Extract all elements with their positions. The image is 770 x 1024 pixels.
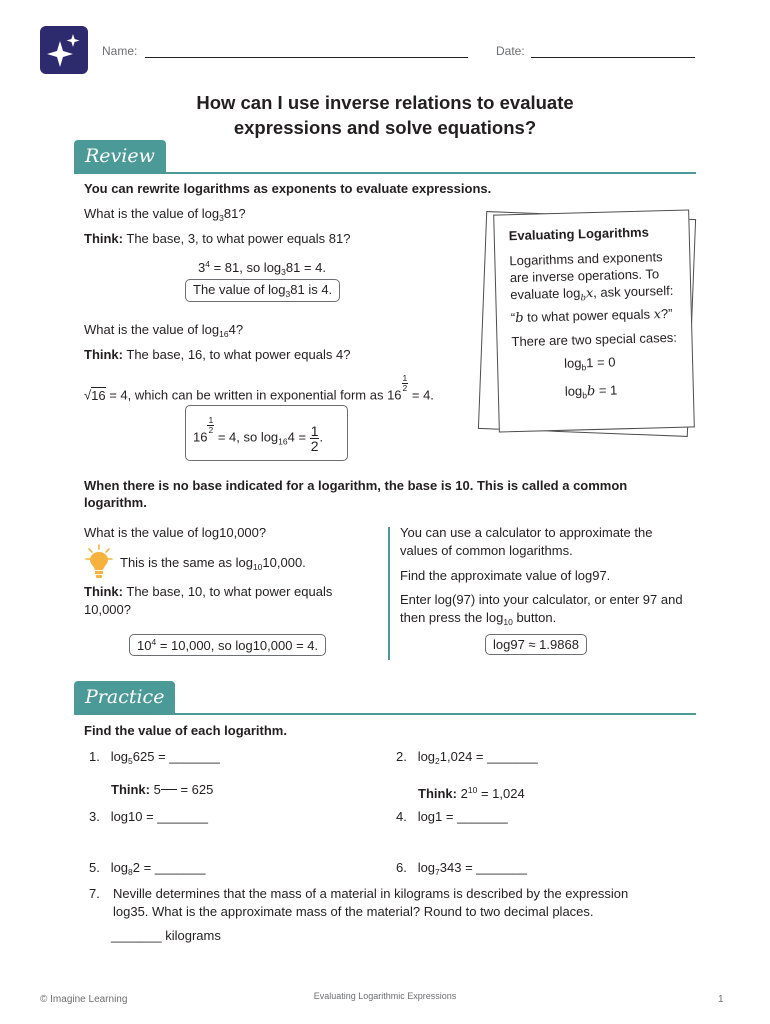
- sqrt-line: √16 = 4, which can be written in exponential form as 16 $\frac{1}{2}$ = 4.: [84, 373, 434, 403]
- question-1: What is the value of $\log_381$?: [84, 206, 246, 223]
- question-2: What is the value of $\log_{16}4$?: [84, 322, 244, 339]
- problem-6[interactable]: 6. $\log_7343$ = _______: [396, 860, 527, 877]
- step-1: $3^4 = 81$, so $\log_381 = 4$.: [198, 259, 327, 277]
- column-divider: [388, 527, 390, 660]
- result-box-2: 16 $\frac{1}{2}$ = 4, so $\log_{16}4$ = $\frac{1}{2}$ .: [185, 405, 348, 461]
- problem-7-answer[interactable]: _______ kilograms: [111, 928, 221, 943]
- same-as-line: This is the same as $\log_{10}10,000$.: [120, 555, 306, 572]
- think-1: Think: The base, 3, to what power equals 81?: [84, 231, 351, 246]
- exponent-blank[interactable]: [161, 789, 177, 790]
- problem-1-think: Think: 5 = 625: [111, 782, 214, 797]
- problem-2-think: Think: $2^{10} = 1,024$: [418, 785, 525, 801]
- footer-title: Evaluating Logarithmic Expressions: [313, 991, 457, 1001]
- page-number: 1: [718, 994, 724, 1005]
- practice-instruction: Find the value of each logarithm.: [84, 723, 287, 738]
- practice-tab: Practice: [74, 681, 175, 713]
- callout-title: Evaluating Logarithms: [508, 224, 650, 244]
- common-think: Think: The base, 10, to what power equals 10,000?: [84, 584, 333, 617]
- calculator-p2: Find the approximate value of log97.: [400, 568, 611, 583]
- common-result-box: $10^4 = 10,000$, so log10,000 = 4.: [129, 634, 326, 656]
- think-2: Think: The base, 16, to what power equals 4?: [84, 347, 351, 362]
- review-rule: [74, 172, 696, 174]
- name-field[interactable]: [145, 45, 468, 58]
- calculator-p3: Enter log(97) into your calculator, or enter 97 and then press the $\log_{10}$ button.: [400, 592, 683, 627]
- date-label: Date:: [496, 44, 525, 58]
- half-exponent: $\frac{1}{2}$: [402, 373, 408, 393]
- callout-case-1: $\log_b1 = 0$: [563, 354, 616, 373]
- calculator-result-box: log97 ≈ 1.9868: [485, 634, 587, 655]
- review-intro: You can rewrite logarithms as exponents to evaluate expressions.: [84, 181, 492, 196]
- common-log-intro: When there is no base indicated for a logarithm, the base is 10. This is called a common logarithm.: [84, 478, 628, 510]
- problem-3[interactable]: 3. log10 = _______: [89, 809, 208, 824]
- problem-2[interactable]: 2. $\log_21,024$ = _______: [396, 749, 538, 766]
- sparkle-icon: [40, 26, 88, 74]
- evaluating-logarithms-card: [493, 209, 695, 432]
- callout-p2: There are two special cases:: [511, 329, 678, 350]
- problem-1[interactable]: 1. $\log_5625$ = _______: [89, 749, 220, 766]
- practice-rule: [74, 713, 696, 715]
- lightbulb-icon: [85, 544, 113, 582]
- problem-7-line1: Neville determines that the mass of a material in kilograms is described by the expression: [113, 886, 629, 901]
- callout-p1: Logarithms and exponents are inverse operations. To evaluate $\log_bx$, ask yourself: “b to what power equals x?”: [509, 249, 674, 327]
- calculator-p1: You can use a calculator to approximate the values of common logarithms.: [400, 525, 653, 558]
- callout-case-2: $\log_bb = 1$: [564, 382, 618, 401]
- problem-4[interactable]: 4. log1 = _______: [396, 809, 508, 824]
- result-box-1: The value of $\log_381$ is 4.: [185, 279, 340, 302]
- problem-5[interactable]: 5. $\log_82$ = _______: [89, 860, 206, 877]
- review-tab: Review: [74, 140, 166, 172]
- problem-7-number: 7.: [89, 886, 100, 901]
- problem-7-line2: log35. What is the approximate mass of the material? Round to two decimal places.: [113, 904, 594, 919]
- page-title: How can I use inverse relations to evaluate expressions and solve equations?: [196, 92, 574, 138]
- date-field[interactable]: [531, 45, 695, 58]
- common-question: What is the value of log10,000?: [84, 525, 267, 540]
- name-label: Name:: [102, 44, 138, 58]
- footer-copyright: © Imagine Learning: [40, 994, 128, 1005]
- logo: [40, 26, 88, 74]
- sqrt-icon: √: [84, 387, 92, 403]
